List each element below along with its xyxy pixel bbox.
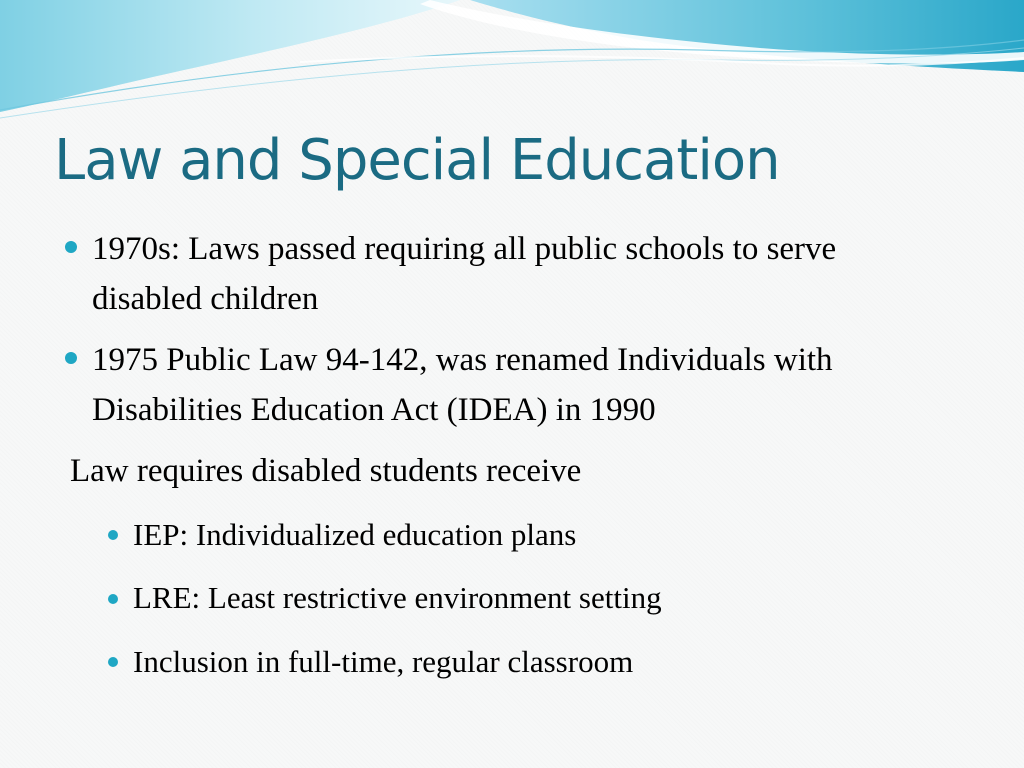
sub-bullet-inclusion: Inclusion in full-time, regular classroom: [133, 644, 634, 679]
sub-bullet-dot-icon: [108, 657, 118, 667]
bullet-item-1975-line1: 1975 Public Law 94-142, was renamed Individuals with: [92, 342, 833, 378]
sub-bullet-iep: IEP: Individualized education plans: [133, 517, 577, 552]
sub-bullet-dot-icon: [108, 530, 118, 540]
bullet-item-1975-line2: Disabilities Education Act (IDEA) in 1990: [92, 392, 656, 428]
sub-bullet-dot-icon: [108, 594, 118, 604]
sub-bullet-lre: LRE: Least restrictive environment setting: [133, 580, 662, 615]
bullet-dot-icon: [65, 352, 77, 364]
bullet-dot-icon: [65, 241, 77, 253]
bullet-item-1970s-line1: 1970s: Laws passed requiring all public schools to serve: [92, 231, 837, 267]
slide-title: Law and Special Education: [54, 128, 780, 193]
bullet-item-1970s-line2: disabled children: [92, 281, 319, 317]
subheading-law-requires: Law requires disabled students receive: [70, 453, 582, 489]
